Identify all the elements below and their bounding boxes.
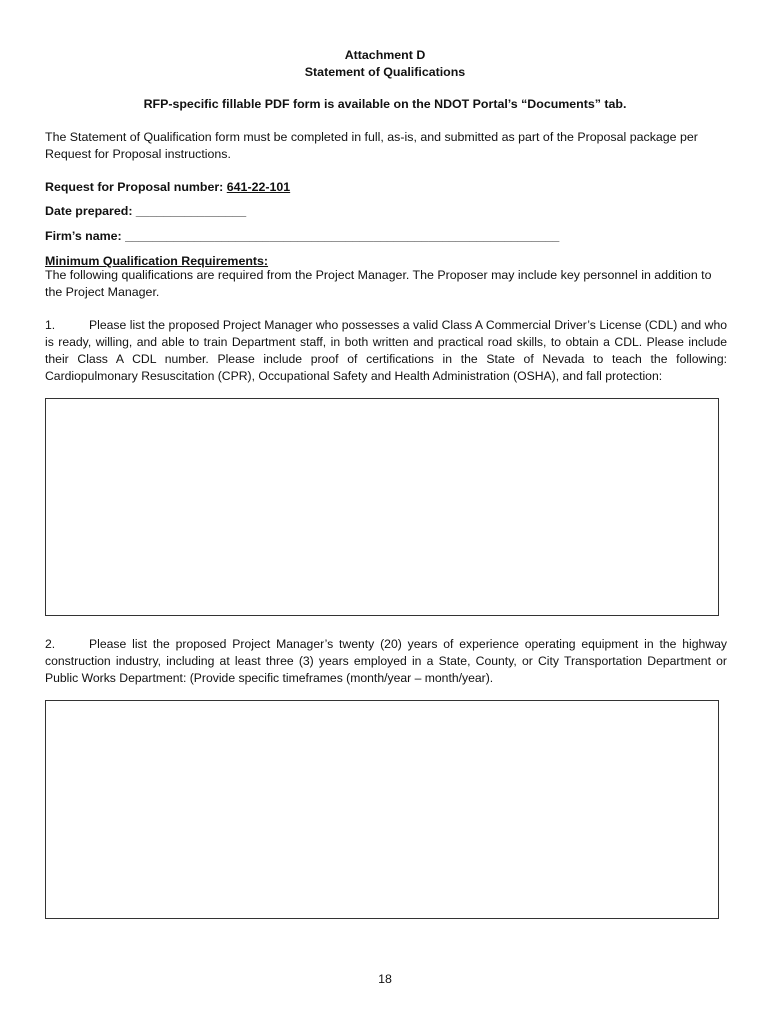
firm-name-line: [45, 228, 735, 245]
question-1-text: Please list the proposed Project Manager who possesses a valid Class A Commercial Driver’s License (CDL) and who is ready, willing, and able to train Department staff, in both written and practical road skills, to obtain a CDL. Please include their Class A CDL number. Please include proof of certifications in the State of Nevada to teach the following: Cardiopulmonary Resuscitation (CPR), Occupational Safety and Health Administration (OSHA), and fall protection:: [45, 318, 727, 383]
question-1-answer-box[interactable]: [45, 398, 719, 616]
question-2-text: Please list the proposed Project Manager’s twenty (20) years of experience operating equipment in the highway construction industry, including at least three (3) years employed in a State, County, or City Transportation Department or Public Works Department: (Provide specific timeframes (month/year – month/year).: [45, 637, 727, 685]
page-number: 18: [378, 972, 392, 986]
question-2-answer-box[interactable]: [45, 700, 719, 919]
question-1-number: 1.: [45, 318, 56, 332]
min-qual-text: The following qualifications are required from the Project Manager. The Proposer may include key personnel in addition to the Project Manager.: [45, 268, 712, 299]
intro-paragraph: The Statement of Qualification form must be completed in full, as-is, and submitted as part of the Proposal package per Request for Proposal instructions.: [45, 130, 698, 161]
question-2: [45, 636, 727, 687]
question-1: [45, 317, 727, 385]
rfp-number-line: [45, 179, 725, 196]
fillable-form-notice: RFP-specific fillable PDF form is available on the NDOT Portal’s “Documents” tab.: [143, 97, 627, 111]
min-qual-heading: Minimum Qualification Requirements:: [45, 254, 269, 268]
page-title: Statement of Qualifications: [304, 65, 466, 79]
date-prepared-line: [45, 203, 725, 220]
date-prepared-label: Date prepared:: [45, 204, 136, 218]
firm-name-label: Firm’s name:: [45, 229, 126, 243]
attachment-label: Attachment D: [344, 48, 426, 62]
firm-name-field[interactable]: _______________________________________________________________: [125, 229, 560, 243]
rfp-number-value: 641-22-101: [226, 180, 291, 194]
date-prepared-field[interactable]: ________________: [135, 204, 247, 218]
rfp-number-label: Request for Proposal number:: [45, 180, 227, 194]
question-2-number: 2.: [45, 637, 56, 651]
